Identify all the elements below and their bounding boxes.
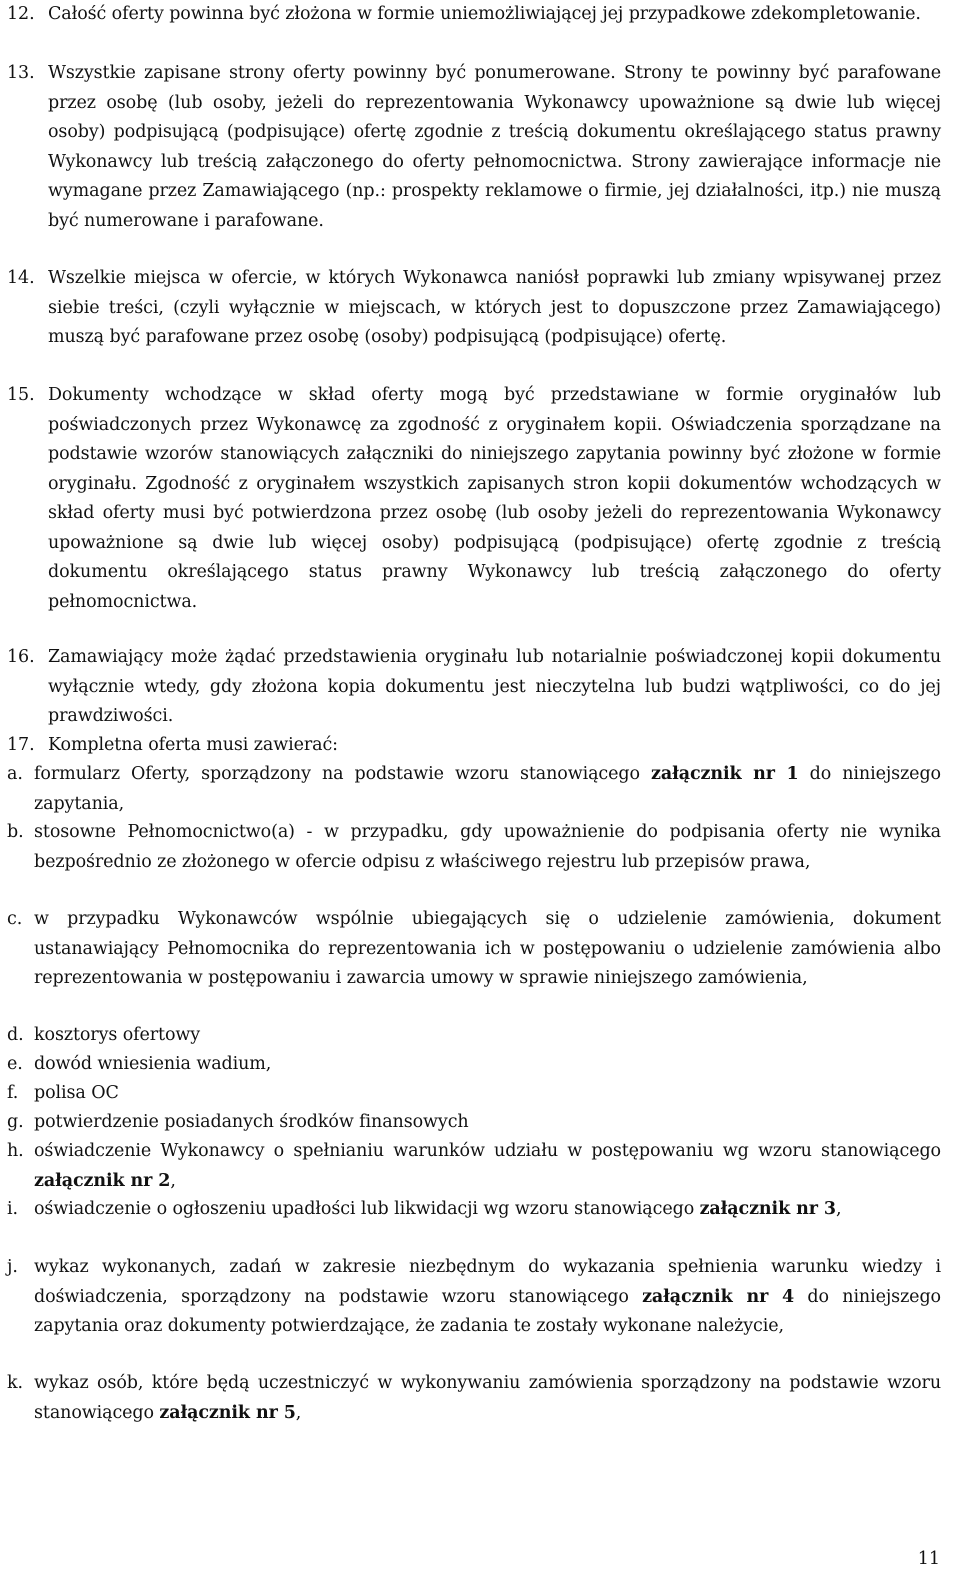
section-item-16 — [7, 643, 941, 732]
list-letter: i. — [7, 1199, 18, 1219]
item-text: Wszelkie miejsca w ofercie, w których Wykonawca naniósł poprawki lub zmiany wpisywanej przez siebie treści, (czyli wyłącznie w miejscach, w których jest to dopuszczone przez Zamawiającego) muszą być parafowane przez osobę (osoby) podpisującą (podpisujące) ofertę. — [48, 268, 941, 347]
list-item-e — [7, 1050, 941, 1080]
list-text: wykaz osób, które będą uczestniczyć w wykonywaniu zamówienia sporządzony na podstawie wzoru stanowiącego załącznik nr 5, — [34, 1373, 941, 1423]
list-text: wykaz wykonanych, zadań w zakresie niezbędnym do wykazania spełnienia warunku wiedzy i doświadczenia, sporządzony na podstawie wzoru stanowiącego załącznik nr 4 do niniejszego zapytania oraz dokumenty potwierdzające, że zadania te zostały wykonane należycie, — [34, 1257, 941, 1336]
list-letter: j. — [7, 1257, 18, 1277]
item-number: 14. — [7, 268, 35, 288]
list-letter: a. — [7, 764, 23, 784]
section-item-14 — [7, 264, 941, 353]
list-text: potwierdzenie posiadanych środków finansowych — [34, 1112, 469, 1132]
list-item-c — [7, 905, 941, 994]
item-number: 17. — [7, 735, 35, 755]
list-text: oświadczenie o ogłoszeniu upadłości lub likwidacji wg wzoru stanowiącego załącznik nr 3, — [34, 1199, 842, 1219]
list-text: w przypadku Wykonawców wspólnie ubiegających się o udzielenie zamówienia, dokument ustanawiający Pełnomocnika do reprezentowania ich w postępowaniu o udzielenie zamówienia albo reprezentowania w postępowaniu i zawarcia umowy w sprawie niniejszego zamówienia, — [34, 909, 941, 988]
list-text: stosowne Pełnomocnictwo(a) - w przypadku, gdy upoważnienie do podpisania oferty nie wynika bezpośrednio ze złożonego w ofercie odpisu z właściwego rejestru lub przepisów prawa, — [34, 822, 941, 872]
list-text: polisa OC — [34, 1083, 119, 1103]
item-text: Zamawiający może żądać przedstawienia oryginału lub notarialnie poświadczonej kopii dokumentu wyłącznie wtedy, gdy złożona kopia dokumentu jest nieczytelna lub budzi wątpliwości, co do jej prawdziwości. — [48, 647, 941, 726]
item-number: 15. — [7, 385, 35, 405]
list-item-g — [7, 1108, 941, 1138]
attachment-ref: załącznik nr 2 — [34, 1170, 171, 1191]
list-item-j — [7, 1253, 941, 1342]
list-letter: b. — [7, 822, 24, 842]
list-item-a — [7, 760, 941, 819]
item-text: Dokumenty wchodzące w skład oferty mogą być przedstawiane w formie oryginałów lub poświadczonych przez Wykonawcę za zgodność z oryginałem kopii. Oświadczenia sporządzane na podstawie wzorów stanowiących załączniki do niniejszego zapytania powinny być złożone w formie oryginału. Zgodność z oryginałem wszystkich zapisanych stron kopii dokumentów wchodzących w skład oferty musi być potwierdzona przez osobę (lub osoby jeżeli do reprezentowania Wykonawcy upoważnione są dwie lub więcej osoby) podpisującą (podpisujące) ofertę zgodnie z treścią dokumentu określającego status prawny Wykonawcy lub treścią załączonego do oferty pełnomocnictwa. — [48, 385, 941, 612]
list-text: kosztorys ofertowy — [34, 1025, 201, 1045]
attachment-ref: załącznik nr 4 — [642, 1286, 795, 1307]
item-number: 13. — [7, 63, 35, 83]
list-letter: h. — [7, 1141, 24, 1161]
item-text: Wszystkie zapisane strony oferty powinny być ponumerowane. Strony te powinny być parafowane przez osobę (lub osoby, jeżeli do reprezentowania Wykonawcy upoważnione są dwie lub więcej osoby) podpisującą (podpisujące) ofertę zgodnie z treścią dokumentu określającego status prawny Wykonawcy lub treścią załączonego do oferty pełnomocnictwa. Strony zawierające informacje nie wymagane przez Zamawiającego (np.: prospekty reklamowe o firmie, jej działalności, itp.) nie muszą być numerowane i parafowane. — [48, 63, 941, 231]
list-item-h — [7, 1137, 941, 1196]
list-item-b — [7, 818, 941, 877]
section-item-12 — [7, 0, 941, 30]
attachment-ref: załącznik nr 1 — [651, 764, 799, 784]
list-letter: e. — [7, 1054, 23, 1074]
list-item-i — [7, 1195, 941, 1225]
list-letter: f. — [7, 1083, 19, 1103]
item-text: Kompletna oferta musi zawierać: — [48, 735, 338, 755]
section-item-17 — [7, 731, 941, 761]
list-text: formularz Oferty, sporządzony na podstawie wzoru stanowiącego załącznik nr 1 do niniejszego zapytania, — [34, 764, 941, 814]
list-letter: g. — [7, 1112, 24, 1132]
page-number: 11 — [917, 1549, 940, 1569]
attachment-ref: załącznik nr 3 — [699, 1199, 836, 1219]
list-letter: k. — [7, 1373, 23, 1393]
section-item-15 — [7, 381, 941, 617]
list-item-k — [7, 1369, 941, 1428]
list-item-f — [7, 1079, 941, 1109]
list-text: dowód wniesienia wadium, — [34, 1054, 272, 1074]
list-item-d — [7, 1021, 941, 1051]
item-number: 16. — [7, 647, 35, 667]
attachment-ref: załącznik nr 5 — [159, 1402, 296, 1423]
item-text: Całość oferty powinna być złożona w formie uniemożliwiającej jej przypadkowe zdekompletowanie. — [48, 4, 921, 24]
list-letter: c. — [7, 909, 23, 929]
list-letter: d. — [7, 1025, 24, 1045]
section-item-13 — [7, 59, 941, 236]
list-text: oświadczenie Wykonawcy o spełnianiu warunków udziału w postępowaniu wg wzoru stanowiącego załącznik nr 2, — [34, 1141, 941, 1191]
item-number: 12. — [7, 4, 35, 24]
